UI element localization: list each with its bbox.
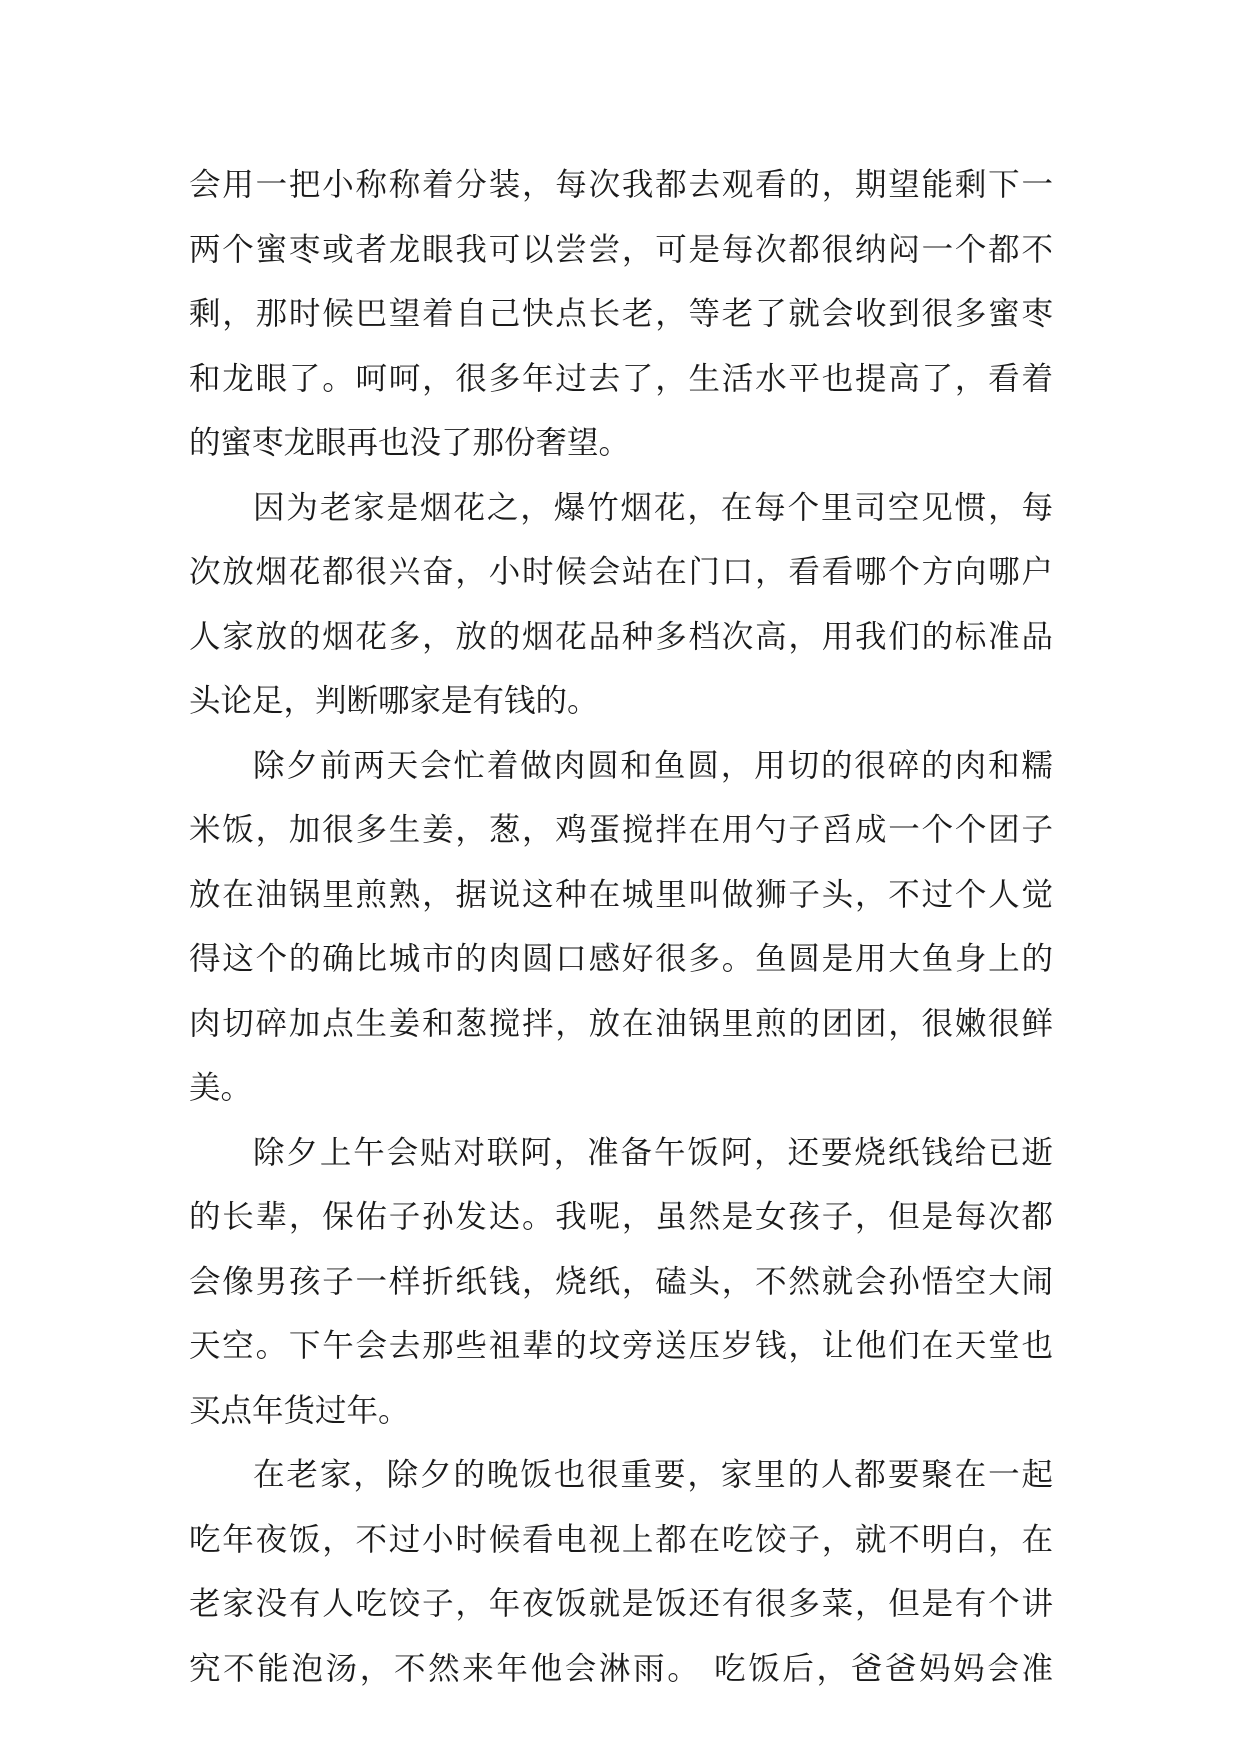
text-line: 的长辈，保佑子孙发达。我呢，虽然是女孩子，但是每次都 [189,1199,1053,1235]
text-line: 头论足，判断哪家是有钱的。 [189,683,599,719]
text-line: 次放烟花都很兴奋，小时候会站在门口，看看哪个方向哪户 [189,554,1053,590]
text-line: 会用一把小称称着分装，每次我都去观看的，期望能剩下一 [189,167,1053,203]
text-line: 天空。下午会去那些祖辈的坟旁送压岁钱，让他们在天堂也 [189,1328,1053,1364]
text-line: 在老家，除夕的晚饭也很重要，家里的人都要聚在一起 [253,1457,1053,1493]
text-line: 买点年货过年。 [189,1392,410,1429]
text-line: 得这个的确比城市的肉圆口感好很多。鱼圆是用大鱼身上的 [189,941,1053,977]
text-line: 会像男孩子一样折纸钱，烧纸，磕头，不然就会孙悟空大闹 [189,1263,1053,1300]
text-line: 肉切碎加点生姜和葱搅拌，放在油锅里煎的团团，很嫩很鲜 [189,1005,1053,1042]
text-line: 美。 [189,1070,253,1106]
text-line: 老家没有人吃饺子，年夜饭就是饭还有很多菜，但是有个讲 [189,1586,1053,1622]
text-line: 因为老家是烟花之，爆竹烟花，在每个里司空见惯，每 [253,489,1053,526]
text-line: 除夕上午会贴对联阿，准备午饭阿，还要烧纸钱给已逝 [253,1134,1053,1171]
text-line: 吃年夜饭，不过小时候看电视上都在吃饺子，就不明白，在 [189,1521,1053,1558]
text-line: 究不能泡汤，不然来年他会淋雨。 吃饭后，爸爸妈妈会准 [189,1650,1053,1687]
text-line: 两个蜜枣或者龙眼我可以尝尝，可是每次都很纳闷一个都不 [189,231,1053,268]
text-line: 米饭，加很多生姜，葱，鸡蛋搅拌在用勺子舀成一个个团子 [189,812,1053,848]
text-line: 放在油锅里煎熟，据说这种在城里叫做狮子头，不过个人觉 [189,876,1053,913]
body-text [189,153,1053,1701]
text-line: 除夕前两天会忙着做肉圆和鱼圆，用切的很碎的肉和糯 [253,747,1053,784]
text-line: 人家放的烟花多，放的烟花品种多档次高，用我们的标准品 [189,618,1053,655]
text-line: 剩，那时候巴望着自己快点长老，等老了就会收到很多蜜枣 [189,296,1053,332]
text-line: 和龙眼了。呵呵，很多年过去了，生活水平也提高了，看着 [189,360,1053,397]
text-line: 的蜜枣龙眼再也没了那份奢望。 [189,425,631,461]
